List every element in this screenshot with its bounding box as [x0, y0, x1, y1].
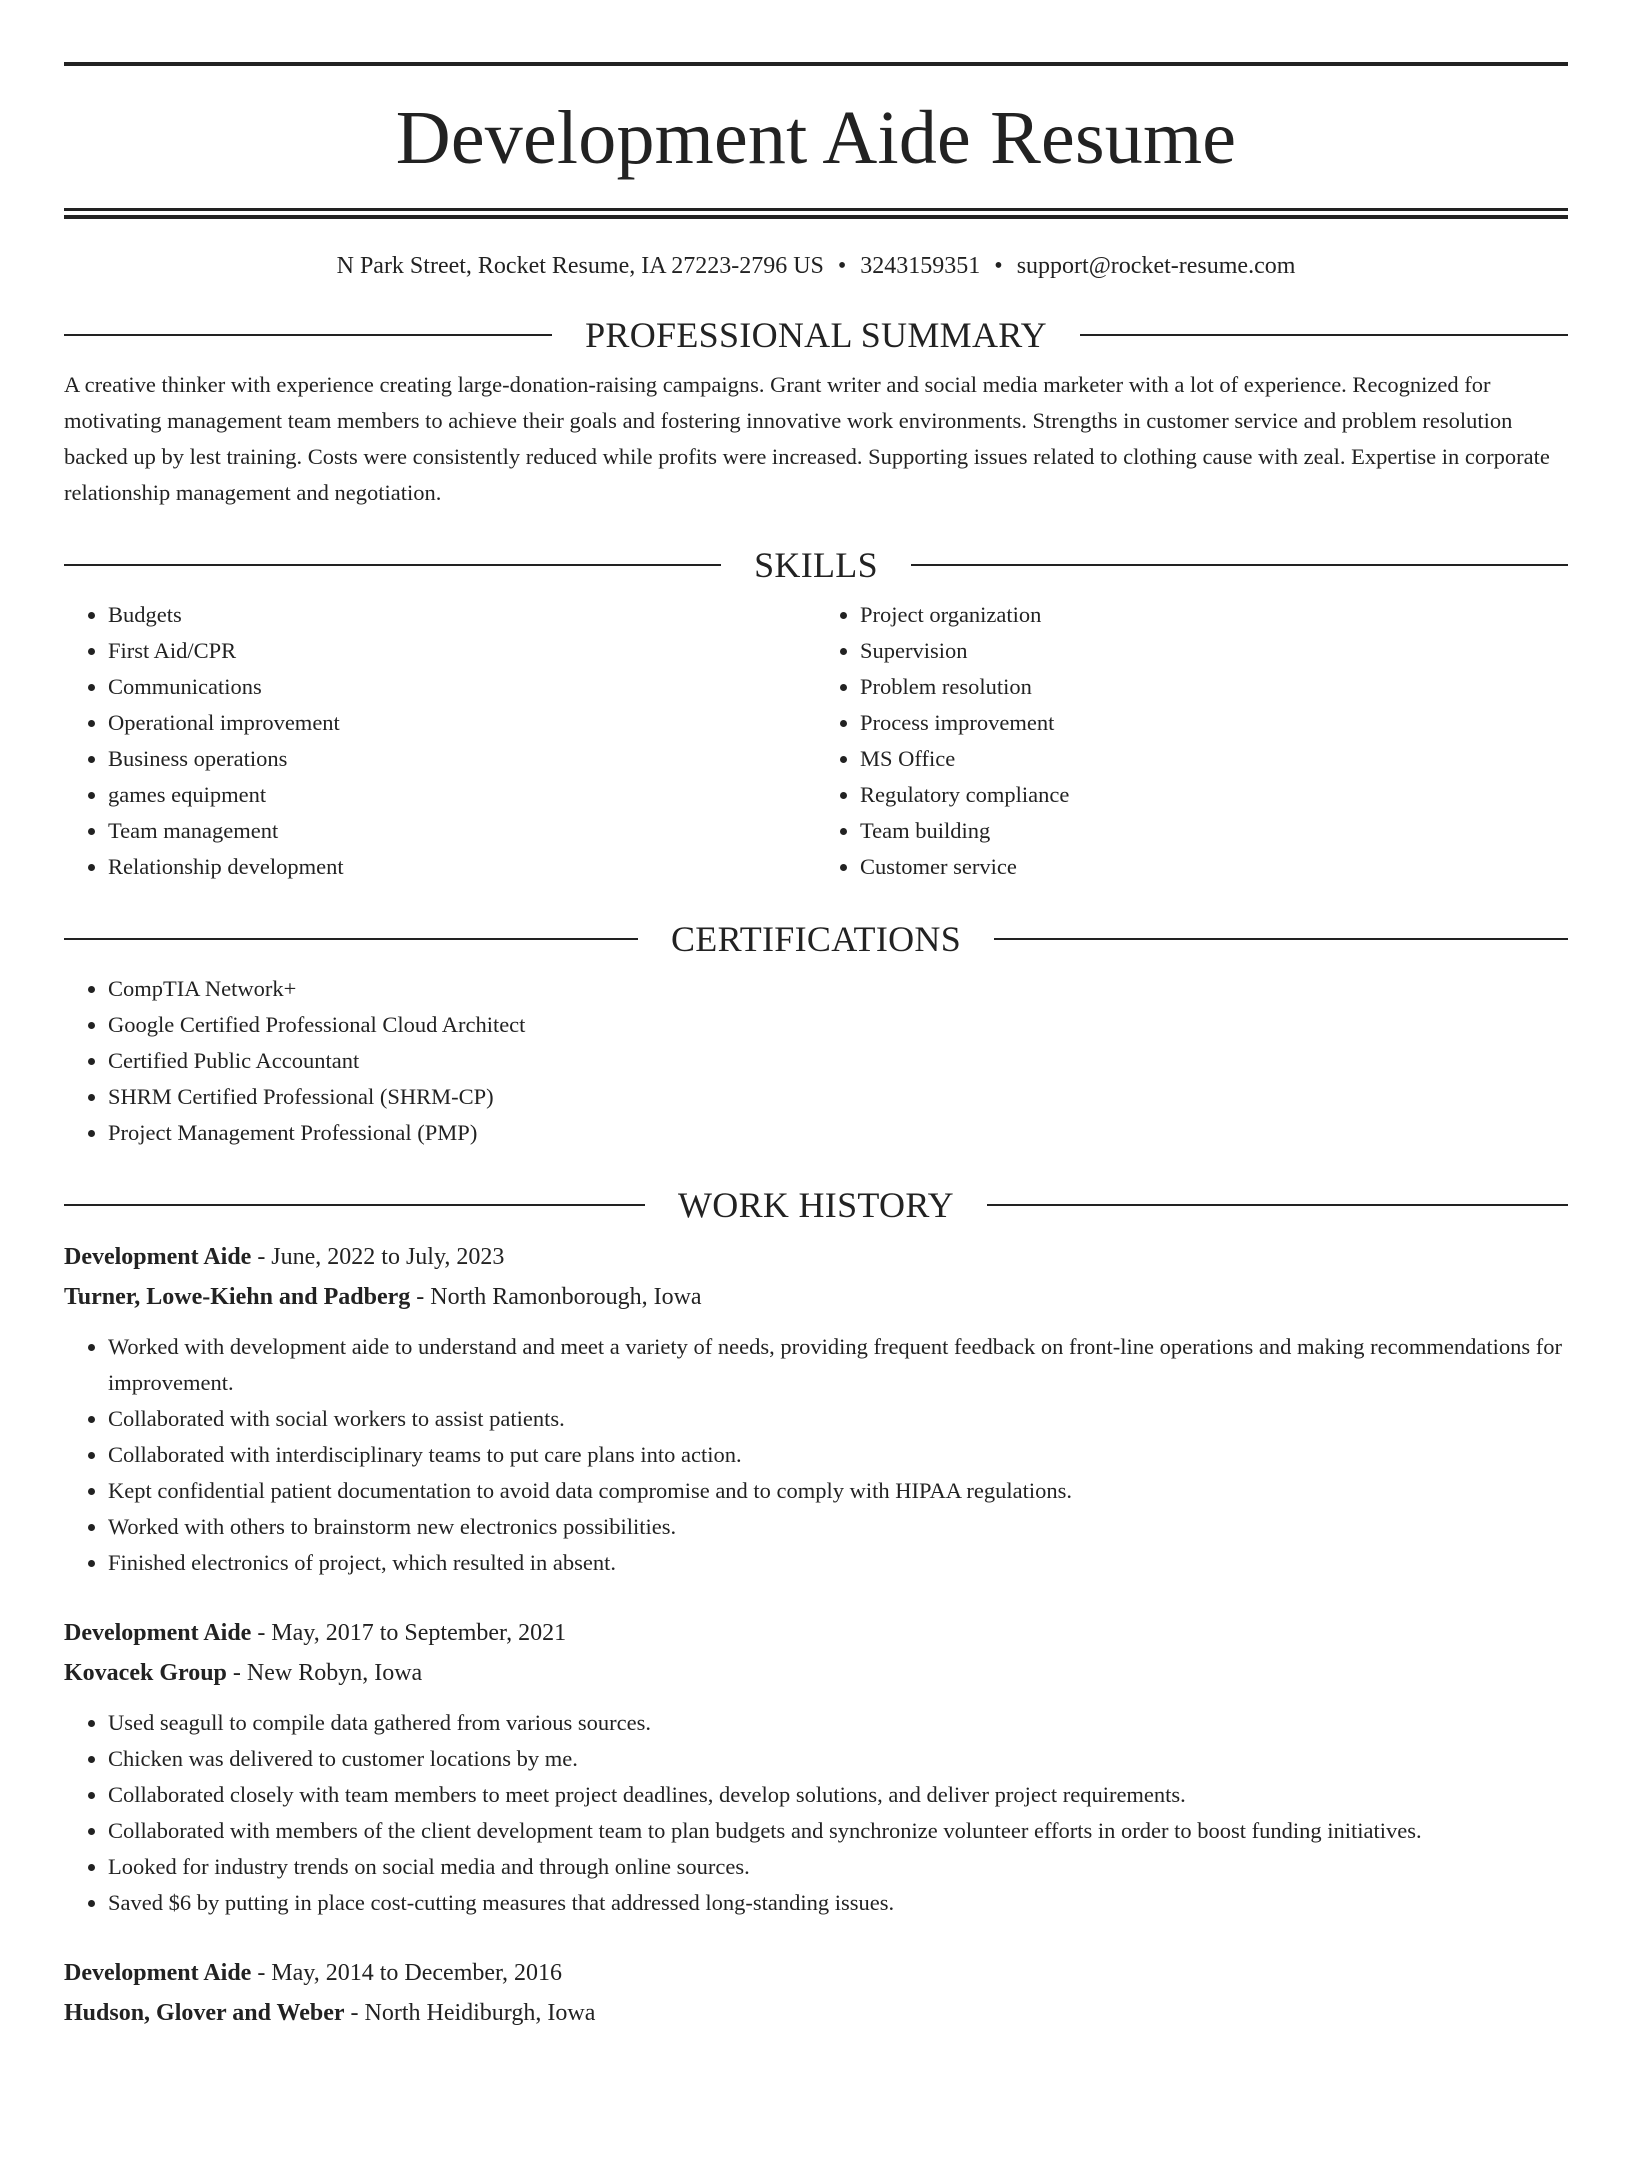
certifications-heading-label: CERTIFICATIONS	[670, 918, 962, 959]
job-bullet: • Looked for industry trends on social media and through online sources.	[108, 1849, 1568, 1885]
title-double-rule	[64, 208, 1568, 219]
skill-item: • First Aid/CPR	[108, 633, 816, 669]
heading-rule-right	[987, 1204, 1568, 1206]
summary-heading	[64, 315, 1568, 355]
job-company-line	[64, 1993, 1568, 2033]
job-bullets	[64, 1705, 1568, 1921]
job-dates: - June, 2022 to July, 2023	[251, 1243, 505, 1270]
job-location: - North Heidiburgh, Iowa	[344, 1999, 596, 2026]
skill-item: • Operational improvement	[108, 705, 816, 741]
job-dates: - May, 2014 to December, 2016	[251, 1959, 563, 1986]
work-history-heading	[64, 1185, 1568, 1225]
skill-item: • MS Office	[860, 741, 1568, 777]
job-role: Development Aide	[64, 1243, 252, 1270]
skill-item: • Communications	[108, 669, 816, 705]
certification-item: • Google Certified Professional Cloud Architect	[108, 1007, 1568, 1043]
heading-rule-right	[994, 938, 1568, 940]
resume-page	[0, 62, 1632, 2174]
skills-list-right	[816, 597, 1568, 885]
job-role-line	[64, 1613, 1568, 1653]
heading-rule-right	[911, 564, 1568, 566]
work-history-heading-label: WORK HISTORY	[678, 1184, 954, 1225]
skill-item: • Budgets	[108, 597, 816, 633]
heading-rule-right	[1080, 334, 1568, 336]
job-company: Hudson, Glover and Weber	[64, 1999, 345, 2026]
job-entry	[64, 1237, 1568, 1581]
job-bullet: • Collaborated with social workers to assist patients.	[108, 1401, 1568, 1437]
skill-item: • Business operations	[108, 741, 816, 777]
skills-heading-label: SKILLS	[754, 544, 878, 585]
job-role-line	[64, 1953, 1568, 1993]
skill-item: • Process improvement	[860, 705, 1568, 741]
contact-separator: •	[837, 253, 847, 279]
job-bullet: • Collaborated with members of the client development team to plan budgets and synchronize volunteer efforts in order to boost funding initiatives.	[108, 1813, 1568, 1849]
contact-email: support@rocket-resume.com	[1016, 253, 1296, 279]
job-bullets	[64, 1329, 1568, 1581]
skill-item: • Project organization	[860, 597, 1568, 633]
job-bullet: • Chicken was delivered to customer locations by me.	[108, 1741, 1568, 1777]
job-bullet: • Collaborated closely with team members to meet project deadlines, develop solutions, and deliver project requirements.	[108, 1777, 1568, 1813]
job-company: Kovacek Group	[64, 1659, 227, 1686]
skills-heading	[64, 545, 1568, 585]
skill-item: • Supervision	[860, 633, 1568, 669]
job-bullet: • Finished electronics of project, which resulted in absent.	[108, 1545, 1568, 1581]
job-company-line	[64, 1653, 1568, 1693]
job-entry	[64, 1953, 1568, 2033]
job-bullet: • Used seagull to compile data gathered from various sources.	[108, 1705, 1568, 1741]
job-location: - North Ramonborough, Iowa	[410, 1283, 702, 1310]
job-role-line	[64, 1237, 1568, 1277]
contact-address: N Park Street, Rocket Resume, IA 27223-2796 US	[336, 253, 824, 279]
heading-rule-left	[64, 938, 638, 940]
skill-item: • Team building	[860, 813, 1568, 849]
heading-rule-left	[64, 1204, 645, 1206]
job-bullet: • Worked with development aide to understand and meet a variety of needs, providing frequent feedback on front-line operations and making recommendations for improvement.	[108, 1329, 1568, 1401]
job-bullet: • Kept confidential patient documentation to avoid data compromise and to comply with HIPAA regulations.	[108, 1473, 1568, 1509]
job-role: Development Aide	[64, 1959, 252, 1986]
certification-item: • CompTIA Network+	[108, 971, 1568, 1007]
heading-rule-left	[64, 334, 552, 336]
contact-line	[64, 252, 1568, 281]
heading-rule-left	[64, 564, 721, 566]
skill-item: • Relationship development	[108, 849, 816, 885]
certifications-list	[64, 971, 1568, 1151]
skills-list-left	[64, 597, 816, 885]
job-company: Turner, Lowe-Kiehn and Padberg	[64, 1283, 411, 1310]
skill-item: • Team management	[108, 813, 816, 849]
job-dates: - May, 2017 to September, 2021	[251, 1619, 567, 1646]
top-rule	[64, 62, 1568, 66]
skill-item: • Regulatory compliance	[860, 777, 1568, 813]
job-role: Development Aide	[64, 1619, 252, 1646]
skill-item: • Customer service	[860, 849, 1568, 885]
certifications-heading	[64, 919, 1568, 959]
certification-item: • SHRM Certified Professional (SHRM-CP)	[108, 1079, 1568, 1115]
certification-item: • Certified Public Accountant	[108, 1043, 1568, 1079]
contact-phone: 3243159351	[860, 253, 981, 279]
job-company-line	[64, 1277, 1568, 1317]
summary-text: A creative thinker with experience creating large-donation-raising campaigns. Grant writer and social media marketer with a lot of experience. Recognized for motivating management team members to achieve their goals and fostering innovative work environments. Strengths in customer service and problem resolution backed up by lest training. Costs were consistently reduced while profits were increased. Supporting issues related to clothing cause with zeal. Expertise in corporate relationship management and negotiation.	[64, 371, 1550, 505]
job-bullet: • Worked with others to brainstorm new electronics possibilities.	[108, 1509, 1568, 1545]
page-title: Development Aide Resume	[395, 96, 1237, 180]
certification-item: • Project Management Professional (PMP)	[108, 1115, 1568, 1151]
skill-item: • Problem resolution	[860, 669, 1568, 705]
job-bullet: • Saved $6 by putting in place cost-cutting measures that addressed long-standing issues.	[108, 1885, 1568, 1921]
job-location: - New Robyn, Iowa	[226, 1659, 423, 1686]
job-entry	[64, 1613, 1568, 1921]
skill-item: • games equipment	[108, 777, 816, 813]
contact-separator: •	[994, 253, 1003, 279]
job-bullet: • Collaborated with interdisciplinary teams to put care plans into action.	[108, 1437, 1568, 1473]
summary-heading-label: PROFESSIONAL SUMMARY	[585, 314, 1047, 355]
skills-columns	[64, 597, 1568, 885]
